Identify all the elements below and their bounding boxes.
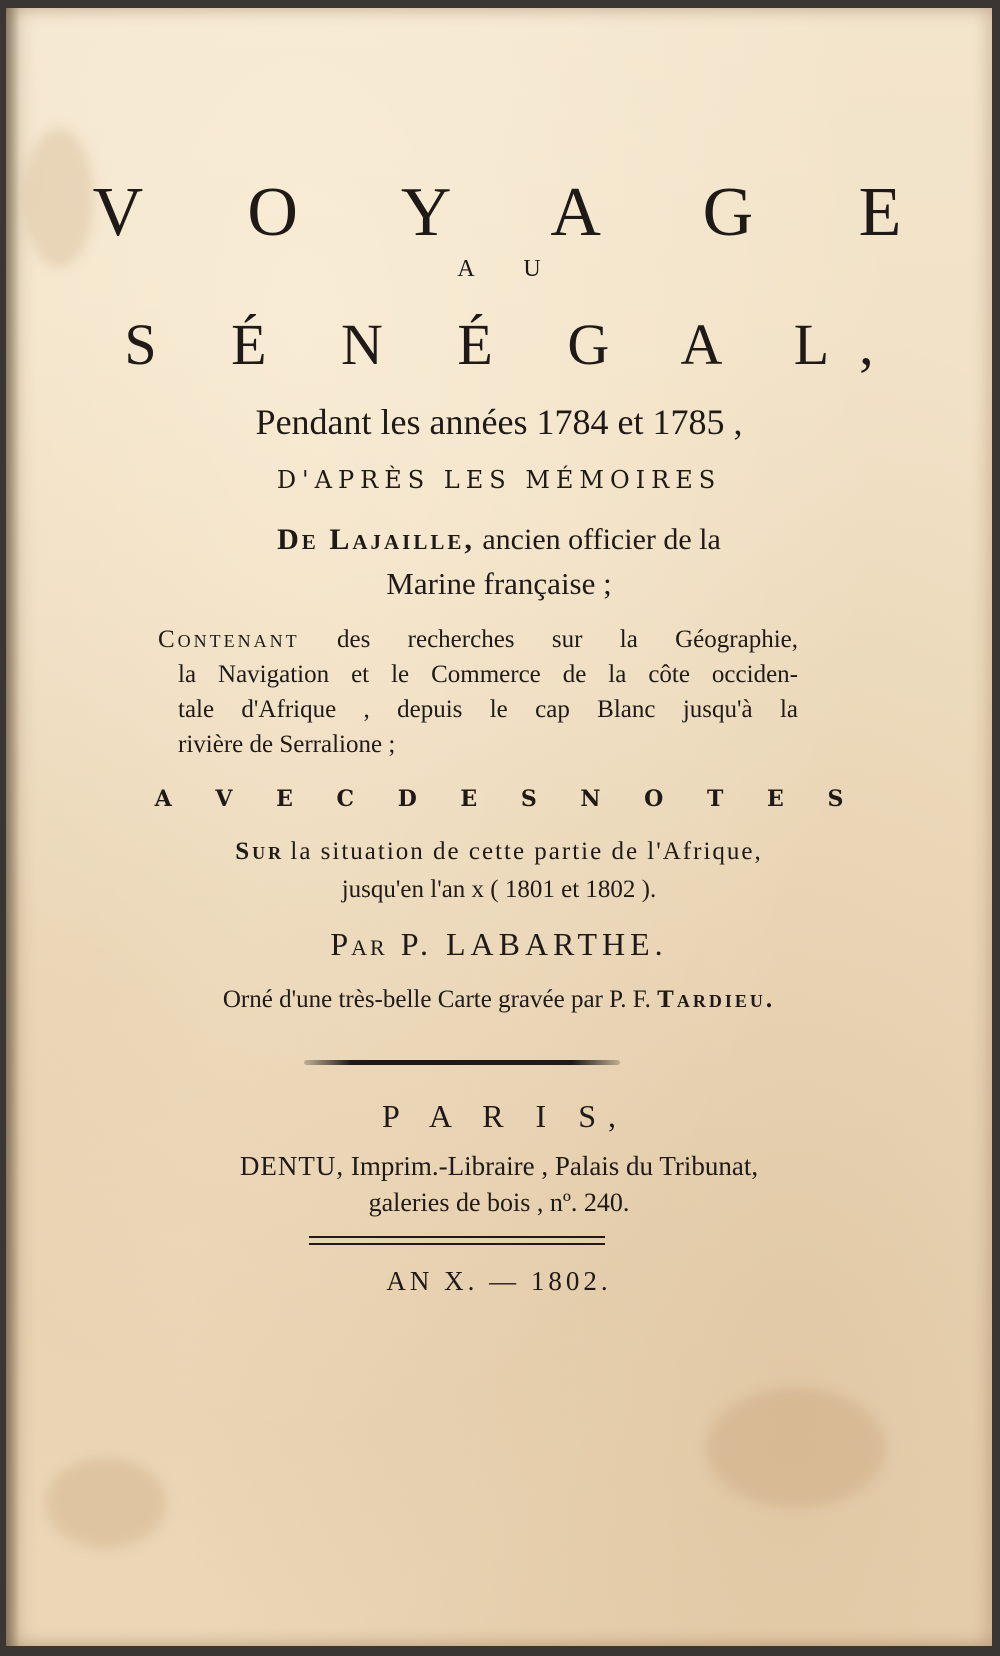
notes-line-1 [6, 838, 992, 866]
double-rule-bottom [309, 1243, 605, 1245]
map-note-text: Orné d'une très-belle Carte gravée par P. F. [222, 986, 651, 1013]
contents-paragraph [158, 622, 798, 762]
map-note-engraver: Tardieu. [657, 986, 776, 1013]
byline-author: P. LABARTHE. [400, 926, 668, 962]
imprint-publisher: DENTU, [239, 1151, 345, 1181]
author-note-line-1 [6, 523, 992, 557]
title-page [6, 8, 992, 1646]
ornamental-rule [304, 1060, 620, 1065]
imprint-address: galeries de bois , nº. 240. [368, 1188, 630, 1217]
contents-line-1-rest: des recherches sur la Géographie, [337, 626, 798, 653]
author-note-name: De Lajaille, [277, 523, 475, 556]
author-note-description-1: ancien officier de la [482, 523, 721, 556]
notes-lead: Sur [235, 838, 285, 865]
title-place: S É N É G A L, [124, 312, 904, 377]
publication-date: AN X. — 1802. [386, 1266, 612, 1296]
byline [6, 926, 992, 963]
notes-heading: A V E C D E S N O T E S [154, 786, 862, 812]
notes-line-2: jusqu'en l'an x ( 1801 et 1802 ). [341, 876, 657, 903]
binding-gutter-shadow [6, 8, 20, 1646]
contents-line-3: tale d'Afrique , depuis le cap Blanc jusqu'à la [178, 696, 798, 723]
imprint-publisher-details: Imprim.-Libraire , Palais du Tribunat, [350, 1151, 759, 1181]
paper-stain [706, 1388, 886, 1508]
imprint-publisher-line [6, 1151, 992, 1182]
contents-lead: Contenant [158, 626, 300, 653]
main-title: V O Y A G E [92, 174, 946, 251]
imprint-city: P A R I S, [382, 1098, 628, 1134]
author-note-line-2: Marine française ; [386, 566, 612, 601]
contents-line-2: la Navigation et le Commerce de la côte occiden- [178, 661, 798, 688]
period-line: Pendant les années 1784 et 1785 , [255, 402, 743, 442]
title-connector: A U [457, 256, 563, 282]
memoires-heading: D'APRÈS LES MÉMOIRES [276, 466, 722, 494]
map-note [6, 986, 992, 1014]
contents-line-4: rivière de Serralione ; [178, 731, 396, 758]
paper-stain [46, 1458, 166, 1548]
byline-prefix: Par [330, 926, 388, 962]
contents-line-1 [158, 622, 798, 657]
double-rule-top [309, 1236, 605, 1238]
notes-line-1-rest: la situation de cette partie de l'Afrique, [290, 838, 763, 865]
